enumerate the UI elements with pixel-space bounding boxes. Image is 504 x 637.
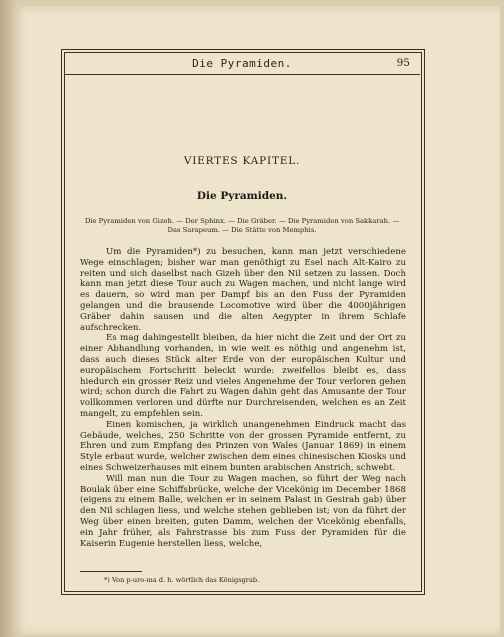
footnote-rule — [80, 571, 142, 572]
paragraph: Will man nun die Tour zu Wagen machen, so führt der Weg nach Boulak über eine Schiffsbrücke, welche der Vicekönig im December 1868 (eigens zu einem Balle, welchen er in seinem Palast in Gesirah gab) über den Nil schlagen liess, und welche stehen geblieben ist; von da führt der Weg über einen breiten, guten Damm, welchen der Vicekönig ebenfalls, ein Jahr früher, als Fahrstrasse bis zum Fuss der Pyramiden für die Kaiserin Eugenie herstellen liess, welche, — [80, 473, 406, 549]
footnote: *) Von p-uro-ma d. h. wörtlich das Königsgrab. — [104, 576, 260, 584]
chapter-title: VIERTES KAPITEL. — [183, 155, 301, 167]
running-header — [64, 52, 420, 75]
paragraph: Es mag dahingestellt bleiben, da hier nicht die Zeit und der Ort zu einer Abhandlung vorhanden, in wie weit es nöthig und angenehm ist, dass auch dieses Stück alter Erde von der europäischen Kultur und europäischem Fortschritt beleckt wurde: zweifellos bleibt es, dass hiedurch ein grosser Reiz und vieles Angenehme der Tour verloren gehen wird; schon durch die Fahrt zu Wagen dahin geht das Amusante der Tour vollkommen verloren und dürfte nur Durchreisenden, welchen es an Zeit mangelt, zu empfehlen sein. — [80, 333, 406, 419]
running-header-title: Die Pyramiden. — [192, 57, 292, 70]
paragraph: Einen komischen, ja wirklich unangenehmen Eindruck macht das Gebäude, welches, 250 Schritte von der grossen Pyramide entfernt, zu Ehren und zum Empfang des Prinzen von Wales (Januar 1869) in einem Style erbaut wurde, welcher zwischen dem eines chinesischen Kiosks und eines Schweizerhauses mit einem bunten arabischen Anstrich, schwebt. — [80, 419, 406, 473]
paragraph: Um die Pyramiden*) zu besuchen, kann man jetzt verschiedene Wege einschlagen; bisher war man genöthigt zu Esel nach Alt-Kairo zu reiten und sich daselbst nach Gizeh über den Nil setzen zu lassen. Doch kann man jetzt diese Tour auch zu Wagen machen, und nicht lange wird es dauern, so wird man per Dampf bis an den Fuss der Pyramiden gelangen und die brausende Locomotive wird über die 4000jährigen Gräber dahin sausen und die alten Aegypter in ihrem Schlafe aufschrecken. — [80, 247, 406, 333]
body-text — [80, 247, 406, 549]
page-number: 95 — [396, 57, 410, 69]
chapter-summary: Die Pyramiden von Gizeh. — Der Sphinx. — Die Gräber. — Die Pyramiden von Sakkarah. — Das Sarapeum. — Die Stätte von Memphis. — [84, 217, 400, 234]
section-title: Die Pyramiden. — [196, 190, 288, 202]
